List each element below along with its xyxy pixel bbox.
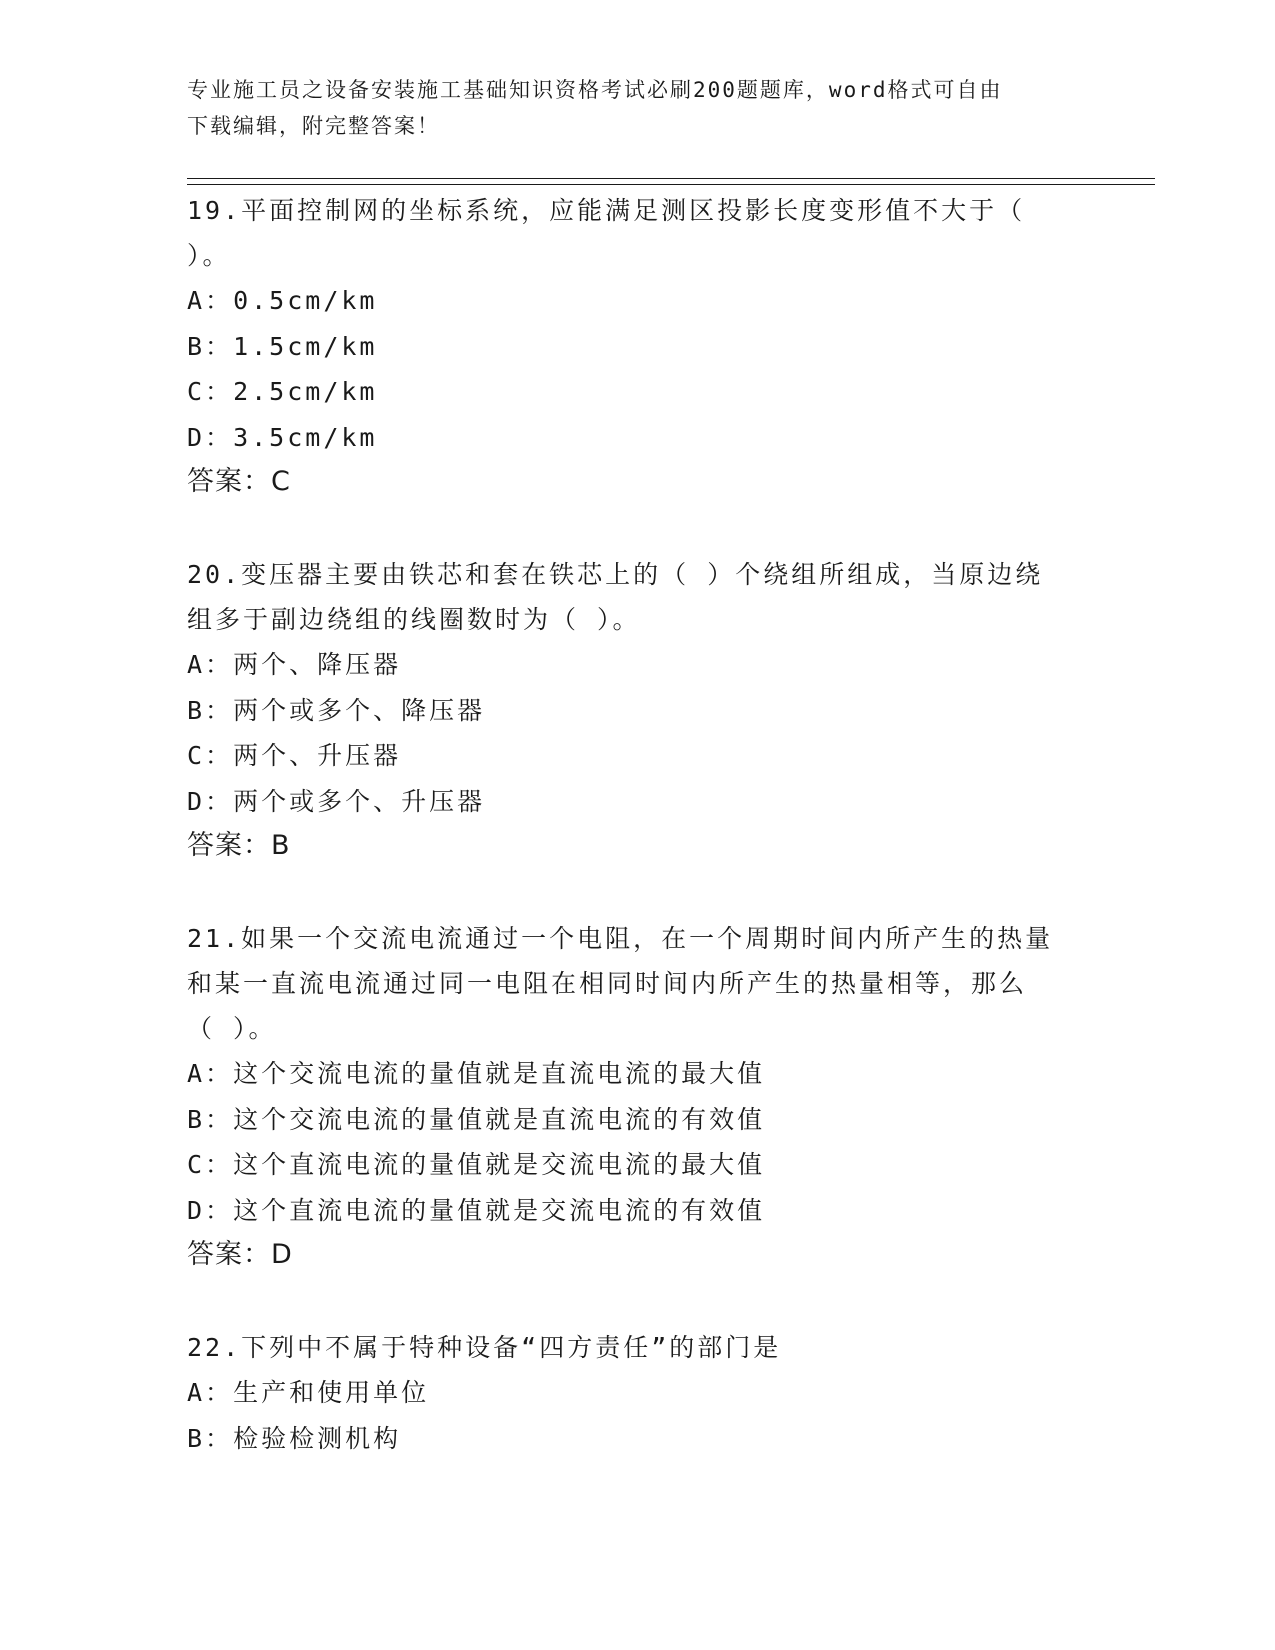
document-header — [187, 72, 1087, 144]
option-d — [187, 415, 1087, 461]
option-key: D： — [187, 422, 234, 452]
option-d — [187, 779, 1087, 825]
header-line-2: 下载编辑，附完整答案！ — [187, 114, 440, 138]
question-stem-line: 19.平面控制网的坐标系统，应能满足测区投影长度变形值不大于（ — [187, 196, 1026, 225]
option-text: 两个、升压器 — [233, 741, 402, 770]
option-text: 生产和使用单位 — [233, 1378, 430, 1407]
option-key: A： — [187, 1059, 234, 1088]
question-21 — [187, 916, 1087, 1277]
answer-line: 答案：B — [187, 830, 291, 861]
option-key: D： — [187, 786, 234, 816]
option-key: C： — [187, 377, 234, 406]
option-b — [187, 1097, 1087, 1143]
option-text: 这个交流电流的量值就是直流电流的有效值 — [233, 1104, 766, 1134]
question-stem-line: ）。 — [187, 241, 231, 270]
option-text: 1.5cm/km — [233, 331, 378, 361]
question-stem-line: 22.下列中不属于特种设备“四方责任”的部门是 — [187, 1333, 782, 1362]
option-a — [187, 278, 1087, 324]
answer-line: 答案：C — [187, 466, 291, 497]
option-a — [187, 1370, 1087, 1416]
option-text: 这个直流电流的量值就是交流电流的有效值 — [233, 1195, 766, 1225]
option-key: B： — [187, 331, 234, 361]
question-stem-line: 21.如果一个交流电流通过一个电阻，在一个周期时间内所产生的热量 — [187, 924, 1054, 953]
option-text: 两个或多个、降压器 — [233, 695, 486, 725]
header-line-1: 专业施工员之设备安装施工基础知识资格考试必刷200题题库，word格式可自由 — [187, 78, 1003, 102]
option-a — [187, 642, 1087, 688]
option-key: A： — [187, 286, 234, 315]
option-key: C： — [187, 741, 234, 770]
option-text: 2.5cm/km — [233, 377, 378, 406]
question-19 — [187, 188, 1087, 504]
header-divider-bottom — [187, 184, 1155, 185]
option-c — [187, 1142, 1087, 1188]
question-stem-line: 组多于副边绕组的线圈数时为（ ）。 — [187, 605, 641, 634]
option-text: 这个交流电流的量值就是直流电流的最大值 — [233, 1059, 766, 1088]
option-key: D： — [187, 1195, 234, 1225]
option-d — [187, 1188, 1087, 1234]
option-key: C： — [187, 1150, 234, 1179]
option-key: A： — [187, 1378, 234, 1407]
option-key: B： — [187, 695, 234, 725]
option-text: 两个或多个、升压器 — [233, 786, 486, 816]
question-20 — [187, 552, 1087, 868]
option-text: 检验检测机构 — [233, 1423, 402, 1453]
option-c — [187, 369, 1087, 415]
question-22 — [187, 1325, 1087, 1461]
question-stem-line: 和某一直流电流通过同一电阻在相同时间内所产生的热量相等，那么 — [187, 969, 1028, 998]
option-b — [187, 1416, 1087, 1462]
option-key: B： — [187, 1104, 234, 1134]
option-b — [187, 688, 1087, 734]
option-text: 3.5cm/km — [233, 422, 378, 452]
answer-line: 答案：D — [187, 1239, 293, 1270]
header-divider-top — [187, 178, 1155, 179]
question-stem-line: 20.变压器主要由铁芯和套在铁芯上的（ ）个绕组所组成，当原边绕 — [187, 560, 1044, 589]
option-b — [187, 324, 1087, 370]
option-a — [187, 1051, 1087, 1097]
option-text: 0.5cm/km — [233, 286, 378, 315]
option-key: B： — [187, 1423, 234, 1453]
option-text: 两个、降压器 — [233, 650, 402, 679]
option-key: A： — [187, 650, 234, 679]
option-c — [187, 733, 1087, 779]
option-text: 这个直流电流的量值就是交流电流的最大值 — [233, 1150, 766, 1179]
question-stem-line: （ ）。 — [187, 1014, 277, 1043]
